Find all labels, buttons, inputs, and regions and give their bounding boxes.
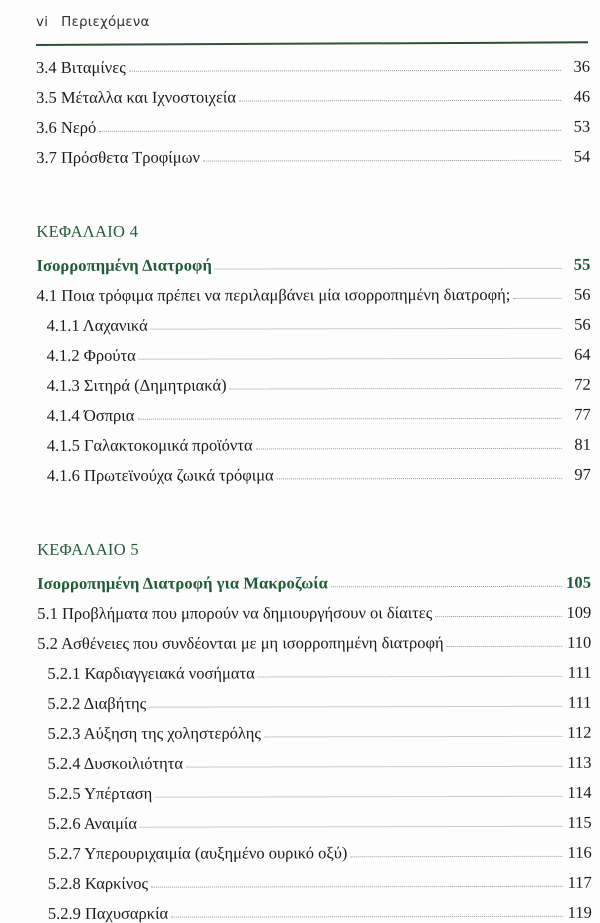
chapter-kicker: ΚΕΦΑΛΑΙΟ 5 xyxy=(37,539,139,559)
toc-entry[interactable] xyxy=(1,741,600,772)
toc-entry-label: 5.2.4 Δυσκοιλιότητα xyxy=(47,753,184,773)
toc-chapter-block xyxy=(1,527,600,922)
toc-page-number: 97 xyxy=(574,464,591,484)
toc-entry[interactable] xyxy=(1,393,600,424)
toc-leader-dots xyxy=(513,297,561,299)
toc-leader-dots xyxy=(264,735,562,738)
toc-entry-label: 4.1.1 Λαχανικά xyxy=(46,315,148,335)
toc-page-number: 114 xyxy=(567,782,592,802)
toc-leader-dots xyxy=(435,615,562,617)
toc-entry-label: 4.1.6 Πρωτεϊνούχα ζωικά τρόφιμα xyxy=(46,465,274,485)
toc-entry[interactable] xyxy=(1,681,600,712)
toc-page-number: 110 xyxy=(567,632,592,652)
toc-page-number: 77 xyxy=(574,404,591,424)
toc-leader-dots xyxy=(186,765,562,768)
toc-chapter-entry[interactable] xyxy=(0,241,600,274)
toc-page-number: 116 xyxy=(567,842,592,862)
toc-leader-dots xyxy=(139,357,562,360)
toc-page-number: 81 xyxy=(574,434,591,454)
chapter-page-number: 55 xyxy=(573,254,591,274)
toc-entry-label: 5.2 Ασθένειες που συνδέονται με μη ισορροπημένη διατροφή xyxy=(37,632,444,653)
toc-page-number: 36 xyxy=(573,56,591,76)
toc-entry-label: 4.1 Ποια τρόφιμα πρέπει να περιλαμβάνει μία ισορροπημένη διατροφή; xyxy=(36,284,511,305)
toc-entry[interactable] xyxy=(1,453,600,484)
toc-entry[interactable] xyxy=(1,621,600,652)
toc-entry-label: 5.2.5 Υπέρταση xyxy=(47,783,153,803)
toc-entry[interactable] xyxy=(1,651,600,682)
folio-number: vi xyxy=(36,14,49,30)
toc-leader-dots xyxy=(215,267,562,270)
toc-leader-dots xyxy=(129,69,561,72)
toc-entry-label: 3.4 Βιταμίνες xyxy=(36,57,126,77)
chapter-title-label: Ισορροπημένη Διατροφή για Μακροζωία xyxy=(37,573,328,593)
toc-leader-dots xyxy=(99,129,561,132)
table-of-contents xyxy=(0,45,600,922)
toc-entry-label: 4.1.3 Σιτηρά (Δημητριακά) xyxy=(46,375,227,395)
toc-entry-label: 5.2.7 Υπερουριχαιμία (αυξημένο ουρικό οξύ) xyxy=(47,842,348,863)
toc-page-number: 53 xyxy=(573,116,591,136)
toc-chapter-entry[interactable] xyxy=(1,559,600,592)
toc-entry-label: 4.1.5 Γαλακτοκομικά προϊόντα xyxy=(46,435,253,455)
toc-page-number: 46 xyxy=(573,86,591,106)
toc-entry-label: 3.5 Μέταλλα και Ιχνοστοιχεία xyxy=(36,87,236,107)
toc-entry-label: 5.2.1 Καρδιαγγειακά νοσήματα xyxy=(47,663,255,683)
toc-page-number: 56 xyxy=(574,284,591,304)
toc-leader-dots xyxy=(277,477,562,480)
toc-page-number: 54 xyxy=(573,146,591,166)
toc-entry[interactable] xyxy=(2,831,600,862)
toc-entry[interactable] xyxy=(0,75,600,106)
section-spacer xyxy=(1,483,600,528)
chapter-page-number: 105 xyxy=(566,572,592,592)
toc-entry[interactable] xyxy=(0,105,600,136)
running-head-title: Περιεχόμενα xyxy=(61,14,150,30)
toc-leader-dots xyxy=(149,705,562,708)
toc-leader-dots xyxy=(140,825,563,828)
toc-entry-label: 5.2.8 Καρκίνος xyxy=(47,873,149,893)
running-head xyxy=(36,14,150,30)
toc-entry-label: 4.1.4 Όσπρια xyxy=(46,405,135,425)
toc-entry[interactable] xyxy=(1,711,600,742)
toc-entry-label: 3.7 Πρόσθετα Τροφίμων xyxy=(36,147,200,167)
toc-page-number: 115 xyxy=(567,812,592,832)
toc-page-number: 113 xyxy=(567,752,592,772)
toc-leader-dots xyxy=(258,675,563,678)
toc-page-number: 117 xyxy=(567,872,592,892)
toc-leader-dots xyxy=(203,159,561,162)
toc-entry[interactable] xyxy=(0,273,600,304)
toc-leader-dots xyxy=(155,795,562,798)
toc-entry-label: 3.6 Νερό xyxy=(36,117,97,137)
toc-leader-dots xyxy=(151,885,563,888)
toc-page-number: 109 xyxy=(566,602,592,622)
toc-entry[interactable] xyxy=(2,861,600,892)
toc-leader-dots xyxy=(239,99,561,102)
toc-entry[interactable] xyxy=(1,423,600,454)
toc-page-number: 112 xyxy=(567,722,592,742)
toc-entry-label: 5.2.9 Παχυσαρκία xyxy=(47,903,169,923)
toc-leader-dots xyxy=(230,387,562,390)
toc-entry[interactable] xyxy=(2,891,600,922)
toc-entry[interactable] xyxy=(2,801,600,832)
toc-entry-label: 5.2.2 Διαβήτης xyxy=(47,693,147,713)
toc-page-number: 56 xyxy=(574,314,591,334)
chapter-title-label: Ισορροπημένη Διατροφή xyxy=(36,255,212,275)
toc-entry[interactable] xyxy=(1,363,600,394)
toc-leader-dots xyxy=(171,915,563,918)
toc-entry-label: 5.2.6 Αναιμία xyxy=(47,813,138,833)
toc-leader-dots xyxy=(447,645,563,647)
toc-entry[interactable] xyxy=(0,45,600,76)
toc-chapter-block xyxy=(0,209,600,484)
toc-entry-label: 4.1.2 Φρούτα xyxy=(46,345,136,365)
toc-leader-dots xyxy=(331,585,562,587)
toc-leader-dots xyxy=(350,855,562,857)
toc-entry[interactable] xyxy=(1,333,600,364)
toc-page-number: 111 xyxy=(567,692,592,712)
toc-entry[interactable] xyxy=(2,771,600,802)
toc-leader-dots xyxy=(256,447,562,450)
toc-leader-dots xyxy=(137,417,561,420)
toc-entry-label: 5.1 Προβλήματα που μπορούν να δημιουργήσουν οι δίαιτες xyxy=(37,602,433,623)
toc-entry[interactable] xyxy=(1,303,600,334)
toc-page-number: 111 xyxy=(567,662,592,682)
toc-page-number: 64 xyxy=(574,344,591,364)
toc-entry-label: 5.2.3 Αύξηση της χοληστερόλης xyxy=(47,723,261,743)
toc-page-number: 72 xyxy=(574,374,591,394)
chapter-kicker: ΚΕΦΑΛΑΙΟ 4 xyxy=(36,221,139,241)
toc-leader-dots xyxy=(151,327,562,330)
toc-page-number: 119 xyxy=(567,902,592,922)
toc-entry[interactable] xyxy=(1,591,600,622)
section-spacer xyxy=(0,165,600,210)
toc-entry[interactable] xyxy=(0,135,600,166)
